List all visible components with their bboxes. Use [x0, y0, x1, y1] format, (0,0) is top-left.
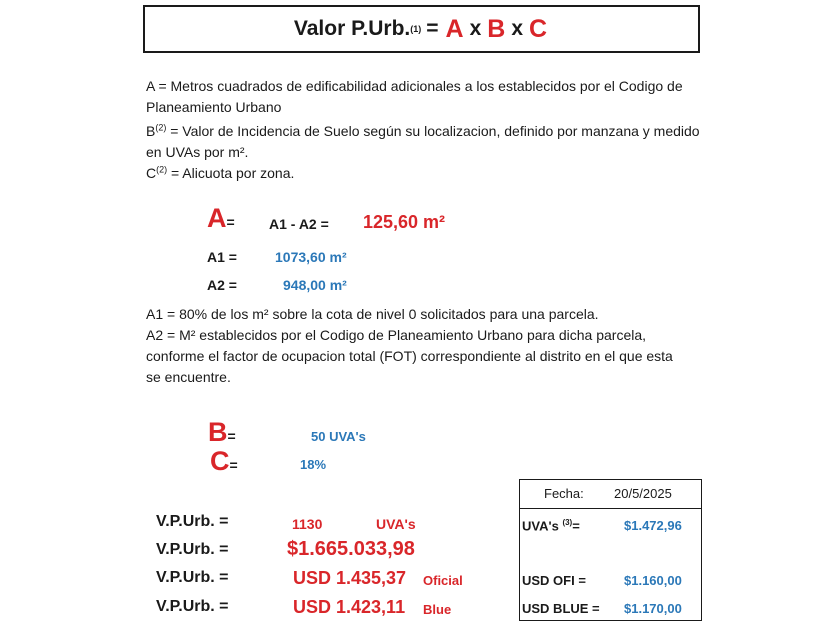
calc-c-eq: = — [229, 457, 238, 473]
title-footnote: (1) — [410, 24, 422, 34]
definition-a-line1: A = Metros cuadrados de edificabilidad adicionales a los establecidos por el Codigo de — [146, 78, 683, 94]
definition-c — [146, 163, 294, 184]
definition-c-footnote: (2) — [156, 164, 168, 175]
vp-usd-oficial-tag: Oficial — [423, 573, 463, 588]
definition-b-line2: en UVAs por m². — [146, 144, 249, 160]
title-a: A — [445, 14, 464, 43]
rates-table — [519, 479, 702, 621]
calc-a-result: 125,60 m² — [363, 212, 446, 232]
vp-label-usd-oficial: V.P.Urb. = — [156, 569, 229, 586]
calc-a-formula: A1 - A2 = — [269, 216, 329, 232]
a1-value: 1073,60 m² — [275, 249, 347, 265]
calc-c-value: 18% — [300, 457, 327, 472]
definition-b-line1 — [146, 121, 700, 142]
rates-uva-value: $1.472,96 — [624, 518, 682, 533]
rates-fecha-label: Fecha: — [544, 486, 584, 501]
definition-b-text: = Valor de Incidencia de Suelo según su localizacion, definido por manzana y medido — [166, 123, 700, 139]
rates-uva-eq: = — [572, 518, 580, 534]
definition-b-footnote: (2) — [155, 122, 167, 133]
definition-c-letter: C — [146, 165, 157, 181]
title-times-2: x — [511, 17, 524, 40]
formula-title — [143, 5, 700, 53]
calc-a-row — [207, 203, 235, 234]
definition-b-letter: B — [146, 123, 156, 139]
a1-label: A1 = — [207, 249, 237, 265]
rates-blue-label: USD BLUE = — [522, 601, 600, 616]
vp-uva-number: 1130 — [292, 516, 323, 532]
rates-uva-footnote: (3) — [562, 518, 573, 527]
calc-c-row — [210, 446, 238, 477]
definition-c-text: = Alicuota por zona. — [167, 165, 295, 181]
title-c: C — [529, 14, 548, 43]
vp-label-pesos: V.P.Urb. = — [156, 541, 229, 558]
explanation-line2: A2 = M² establecidos por el Codigo de Planeamiento Urbano para dicha parcela, — [146, 327, 647, 343]
vp-usd-blue-tag: Blue — [423, 602, 452, 617]
calc-b-letter: B — [208, 417, 228, 447]
rates-uva-text: UVA's — [522, 518, 559, 534]
vp-usd-blue: USD 1.423,11 — [293, 597, 406, 617]
calc-a-letter: A — [207, 203, 227, 233]
calc-b-row — [208, 417, 236, 448]
title-b: B — [487, 14, 506, 43]
explanation-line4: se encuentre. — [146, 369, 231, 385]
rates-ofi-label: USD OFI = — [522, 573, 586, 588]
calc-b-eq: = — [227, 428, 236, 444]
rates-divider — [520, 508, 701, 509]
definition-a-line2: Planeamiento Urbano — [146, 99, 282, 115]
vp-pesos: $1.665.033,98 — [287, 538, 415, 560]
a2-label: A2 = — [207, 277, 237, 293]
calc-b-value: 50 UVA's — [311, 429, 366, 444]
vp-label-usd-blue: V.P.Urb. = — [156, 598, 229, 615]
explanation-line1: A1 = 80% de los m² sobre la cota de nivel 0 solicitados para una parcela. — [146, 306, 599, 322]
vp-uva-unit: UVA's — [376, 516, 416, 532]
vp-usd-oficial: USD 1.435,37 — [293, 568, 407, 588]
calc-c-letter: C — [210, 446, 230, 476]
vp-label-uva: V.P.Urb. = — [156, 513, 229, 530]
a2-value: 948,00 m² — [283, 277, 347, 293]
rates-fecha-value: 20/5/2025 — [614, 486, 672, 501]
rates-blue-value: $1.170,00 — [624, 601, 682, 616]
explanation-line3: conforme el factor de ocupacion total (FOT) correspondiente al distrito en el que esta — [146, 348, 673, 364]
rates-ofi-value: $1.160,00 — [624, 573, 682, 588]
rates-uva-label — [522, 518, 580, 533]
title-equals: = — [426, 17, 439, 40]
title-prefix: Valor P.Urb. — [293, 17, 411, 40]
calc-a-eq: = — [226, 214, 235, 230]
title-times-1: x — [469, 17, 482, 40]
